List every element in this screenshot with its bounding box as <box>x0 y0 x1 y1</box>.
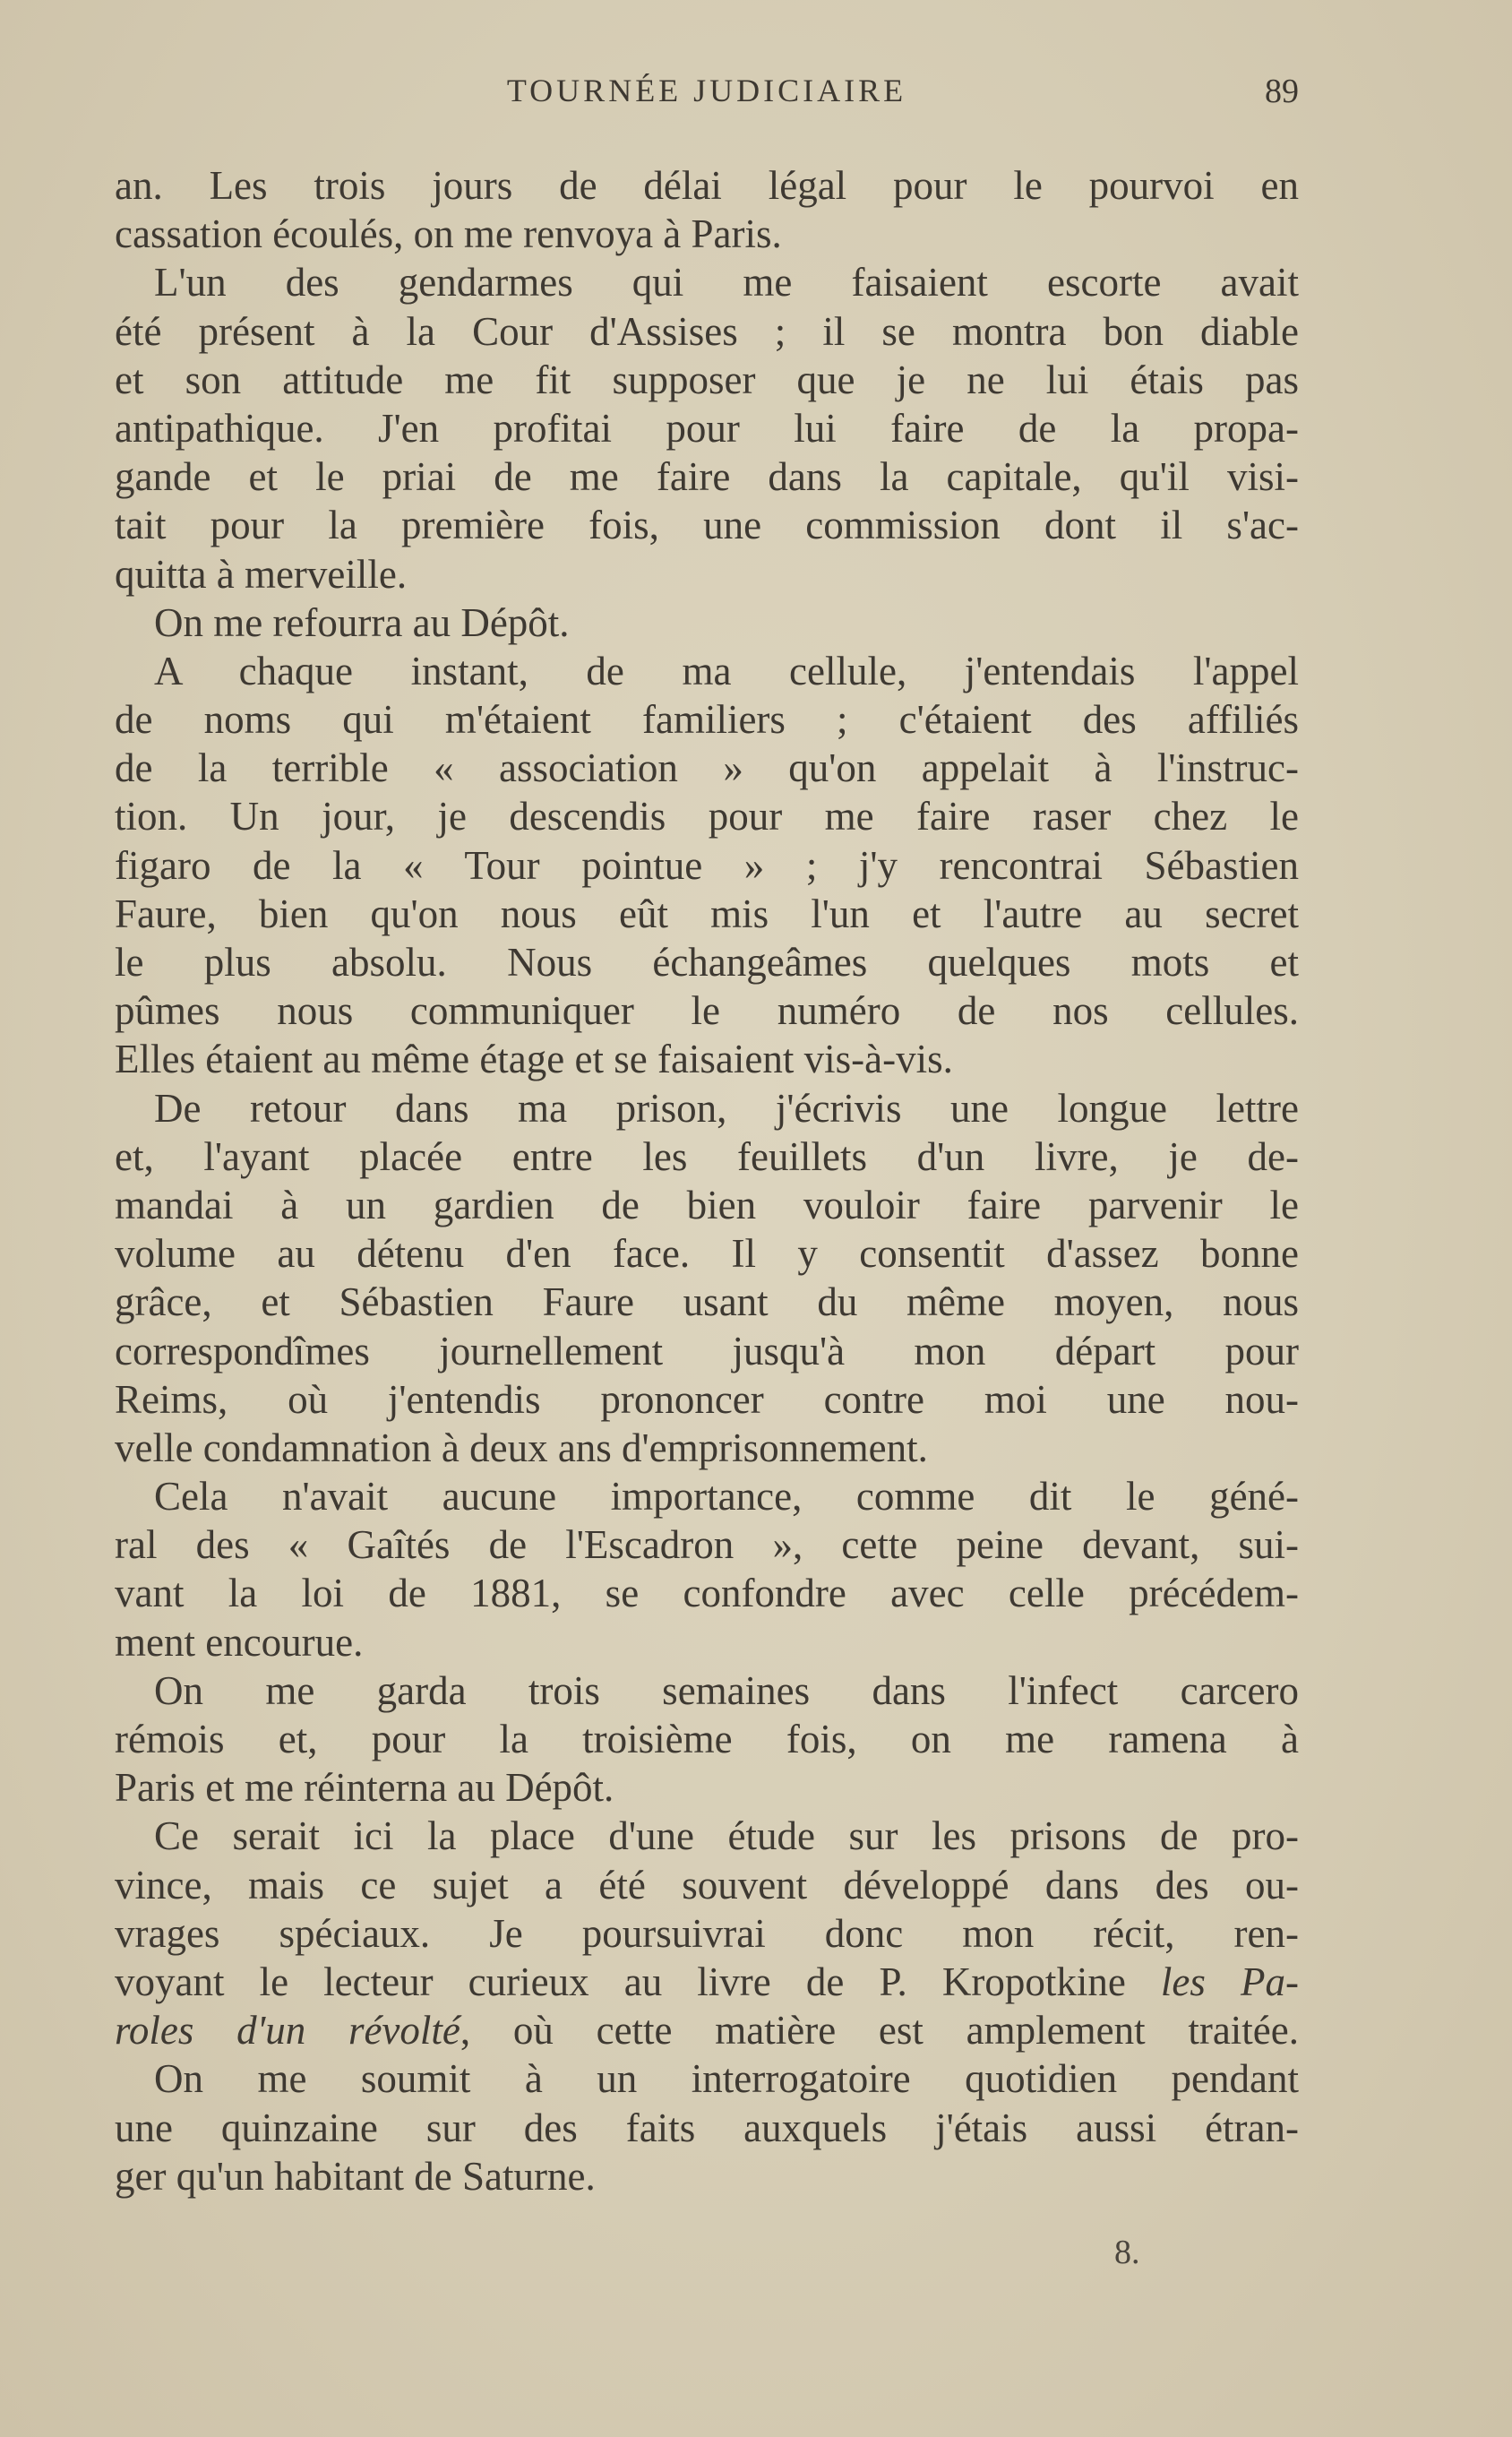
text-line: cassation écoulés, on me renvoya à Paris. <box>115 211 782 257</box>
text-line-with-italic <box>115 1958 1299 2006</box>
text-line: Cela n'avait aucune importance, comme dit le géné- <box>154 1474 1299 1520</box>
text-line: volume au détenu d'en face. Il y consentit d'assez bonne <box>115 1231 1299 1277</box>
page-number: 89 <box>1265 73 1299 110</box>
text-line: grâce, et Sébastien Faure usant du même moyen, nous <box>115 1279 1299 1325</box>
text-line: De retour dans ma prison, j'écrivis une longue lettre <box>154 1085 1299 1131</box>
text-line: ger qu'un habitant de Saturne. <box>115 2153 596 2199</box>
text-line: et son attitude me fit supposer que je ne lui étais pas <box>115 357 1299 402</box>
text-line: gande et le priai de me faire dans la capitale, qu'il visi- <box>115 454 1299 500</box>
text-line: L'un des gendarmes qui me faisaient escorte avait <box>154 260 1299 306</box>
text-line: tion. Un jour, je descendis pour me faire raser chez le <box>115 794 1299 840</box>
text-line: de noms qui m'étaient familiers ; c'étaient des affiliés <box>115 697 1299 743</box>
text-line: Faure, bien qu'on nous eût mis l'un et l'autre au secret <box>115 891 1299 936</box>
page-header <box>115 72 1299 125</box>
italic-title-part: les Pa- <box>1160 1959 1299 2004</box>
text-line: ment encourue. <box>115 1619 364 1665</box>
text-line: vrages spéciaux. Je poursuivrai donc mon récit, ren- <box>115 1910 1299 1956</box>
running-title: TOURNÉE JUDICIAIRE <box>506 73 907 108</box>
text-line: figaro de la « Tour pointue » ; j'y rencontrai Sébastien <box>115 842 1299 888</box>
text-line: une quinzaine sur des faits auxquels j'étais aussi étran- <box>115 2105 1299 2150</box>
text-line: et, l'ayant placée entre les feuillets d'un livre, je de- <box>115 1133 1299 1179</box>
text-line: A chaque instant, de ma cellule, j'entendais l'appel <box>154 648 1299 693</box>
text-line-with-italic <box>115 2006 1299 2054</box>
text-line: le plus absolu. Nous échangeâmes quelques mots et <box>115 940 1299 985</box>
text-line: tait pour la première fois, une commission dont il s'ac- <box>115 503 1299 548</box>
text-line: On me soumit à un interrogatoire quotidien pendant <box>154 2056 1299 2102</box>
text-line: vince, mais ce sujet a été souvent développé dans des ou- <box>115 1862 1299 1907</box>
text-line: de la terrible « association » qu'on appelait à l'instruc- <box>115 745 1299 791</box>
text-line: On me garda trois semaines dans l'infect carcero <box>154 1667 1299 1713</box>
italic-title-part: roles d'un révolté <box>115 2008 460 2054</box>
text-line: an. Les trois jours de délai légal pour le pourvoi en <box>115 163 1299 208</box>
text-line: pûmes nous communiquer le numéro de nos cellules. <box>115 988 1299 1034</box>
body-text <box>115 161 1299 2200</box>
text-run: , où cette matière est amplement traitée. <box>460 2008 1299 2054</box>
text-line: correspondîmes journellement jusqu'à mon départ pour <box>115 1328 1299 1374</box>
text-line: On me refourra au Dépôt. <box>154 599 570 645</box>
text-line: mandai à un gardien de bien vouloir faire parvenir le <box>115 1182 1299 1227</box>
text-line: Elles étaient au même étage et se faisaient vis-à-vis. <box>115 1037 953 1082</box>
text-line: velle condamnation à deux ans d'emprisonnement. <box>115 1425 928 1470</box>
text-line: ral des « Gaîtés de l'Escadron », cette peine devant, sui- <box>115 1522 1299 1568</box>
text-line: Paris et me réinterna au Dépôt. <box>115 1765 614 1811</box>
text-line: quitta à merveille. <box>115 551 408 597</box>
text-line: Reims, où j'entendis prononcer contre moi une nou- <box>115 1376 1299 1422</box>
text-run: voyant le lecteur curieux au livre de P. Kropotkine <box>115 1959 1161 2004</box>
text-line: Ce serait ici la place d'une étude sur les prisons de pro- <box>154 1813 1299 1859</box>
text-line: vant la loi de 1881, se confondre avec celle précédem- <box>115 1571 1299 1616</box>
text-line: été présent à la Cour d'Assises ; il se montra bon diable <box>115 308 1299 354</box>
text-line: rémois et, pour la troisième fois, on me ramena à <box>115 1717 1299 1761</box>
signature-mark: 8. <box>1114 2234 1140 2271</box>
text-line: antipathique. J'en profitai pour lui faire de la propa- <box>115 405 1299 451</box>
